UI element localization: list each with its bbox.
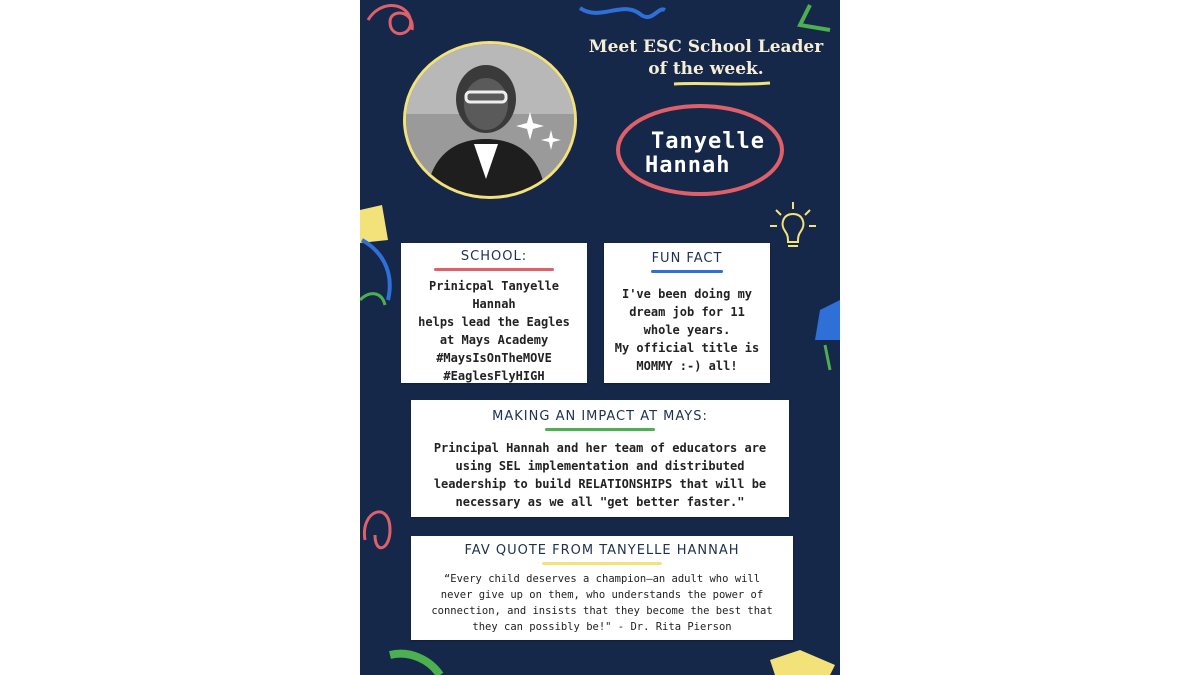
impact-line: using SEL implementation and distributed	[455, 459, 745, 473]
school-line: Hannah	[472, 297, 516, 311]
school-line: Prinicpal Tanyelle	[428, 279, 560, 293]
poster	[360, 0, 840, 675]
impact-title: MAKING AN IMPACT AT MAYS:	[492, 409, 708, 424]
quote-line: they can possibly be!" - Dr. Rita Pierson	[472, 621, 732, 633]
impact-underline	[545, 428, 655, 431]
school-underline	[434, 268, 554, 271]
quote-title: FAV QUOTE FROM TANYELLE HANNAH	[464, 543, 740, 558]
lightbulb-icon	[768, 200, 818, 254]
title-line-2: of the week.	[648, 59, 764, 79]
quote-line: never give up on them, who understands the power of	[440, 589, 764, 601]
fun-fact-underline	[651, 270, 723, 273]
school-line: at Mays Academy	[439, 333, 549, 347]
fun-fact-line: whole years.	[643, 323, 731, 337]
leader-name	[615, 100, 785, 196]
fun-fact-card	[604, 243, 770, 383]
quote-card	[411, 536, 793, 640]
school-line: #MaysIsOnTheMOVE	[436, 351, 552, 365]
impact-line: Principal Hannah and her team of educators are	[433, 441, 767, 455]
school-card	[401, 243, 587, 383]
impact-line: leadership to build RELATIONSHIPS that will be	[433, 477, 767, 491]
school-card-title: SCHOOL:	[460, 249, 528, 264]
title-underline	[586, 80, 826, 88]
impact-card	[411, 400, 789, 517]
quote-underline	[542, 562, 662, 565]
fun-fact-title: FUN FACT	[651, 251, 723, 266]
last-name: Hannah	[645, 153, 731, 178]
page-title	[586, 36, 826, 88]
quote-line: connection, and insists that they become the best that	[431, 605, 773, 617]
fun-fact-line: My official title is	[614, 341, 760, 355]
impact-line: necessary as we all "get better faster."	[455, 495, 745, 509]
sparkle-icon	[515, 110, 565, 160]
fun-fact-line: MOMMY :-) all!	[636, 359, 738, 373]
fun-fact-line: dream job for 11	[629, 305, 745, 319]
first-name: Tanyelle	[651, 129, 765, 154]
fun-fact-line: I've been doing my	[621, 287, 753, 301]
title-line-1: Meet ESC School Leader	[588, 37, 824, 57]
school-line: helps lead the Eagles	[418, 315, 570, 329]
quote-line: “Every child deserves a champion—an adult who will	[443, 573, 761, 585]
school-line: #EaglesFlyHIGH	[443, 369, 545, 383]
